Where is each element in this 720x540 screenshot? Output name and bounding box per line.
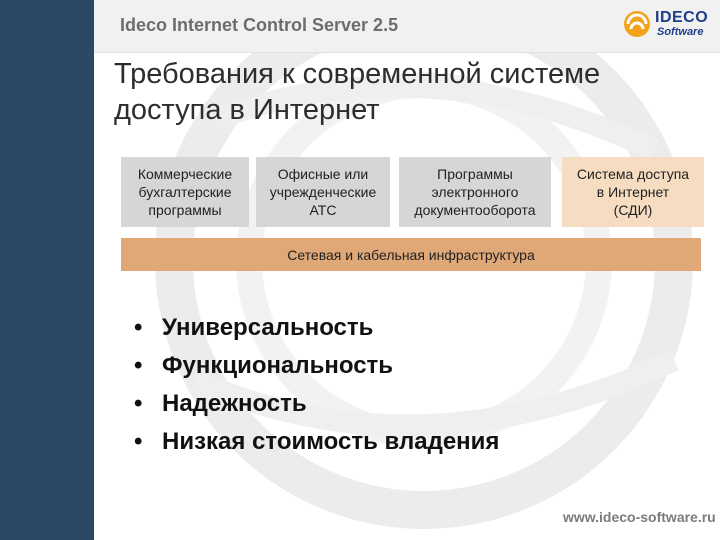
box-internet-access-system [562,157,704,227]
left-sidebar-bar [0,0,94,540]
box-office-pbx [256,157,390,227]
logo-brand-text: IDECO [655,9,709,26]
infrastructure-bar [121,238,701,271]
bullet-text: Низкая стоимость владения [162,428,500,455]
list-item [134,385,499,423]
logo-sub-text: Software [657,26,704,38]
list-item [134,423,499,461]
bullet-marker: • [134,390,143,417]
bullet-marker: • [134,428,143,455]
box-document-flow [399,157,551,227]
list-item [134,347,499,385]
slide-title-line2: доступа в Интернет [114,94,380,126]
box-label: Система доступа в Интернет (СДИ) [576,166,690,218]
slide-title-line1: Требования к современной системе [114,58,601,90]
bullet-text: Функциональность [162,352,394,379]
bullet-marker: • [134,352,143,379]
footer-url: www.ideco-software.ru [563,509,716,525]
ideco-logo-icon [622,9,652,39]
infrastructure-label: Сетевая и кабельная инфраструктура [287,246,535,263]
list-item [134,309,499,347]
box-label: Офисные или учрежденческие АТС [269,166,377,218]
bullet-text: Надежность [162,390,307,417]
slide-title [114,56,714,128]
ideco-logo [622,6,714,42]
box-label: Программы электронного документооборота [414,166,536,218]
header-title: Ideco Internet Control Server 2.5 [120,15,399,35]
bullet-text: Универсальность [162,314,374,341]
bullet-list [134,309,499,461]
bullet-marker: • [134,314,143,341]
box-accounting-programs [121,157,249,227]
box-label: Коммерческие бухгалтерские программы [137,166,233,218]
